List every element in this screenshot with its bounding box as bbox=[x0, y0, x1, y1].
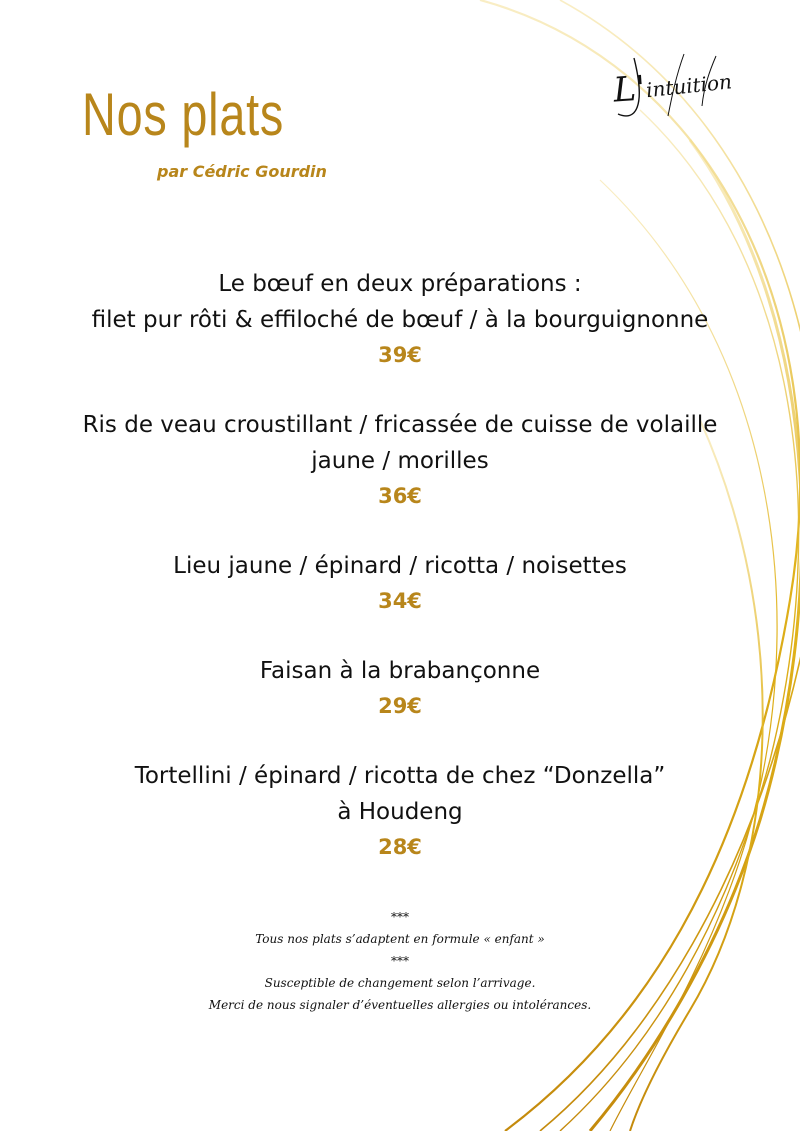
dish-list bbox=[0, 266, 800, 899]
menu-notes bbox=[0, 906, 800, 1016]
chef-credit: par Cédric Gourdin bbox=[157, 162, 327, 181]
dish-price: 29€ bbox=[378, 694, 422, 718]
dish-name: Faisan à la brabançonne bbox=[259, 658, 541, 684]
dish-item bbox=[0, 653, 800, 723]
svg-text:intuition: intuition bbox=[644, 69, 733, 103]
page-title: Nos plats bbox=[82, 81, 285, 148]
dish-price: 36€ bbox=[378, 484, 422, 508]
dish-name: Ris de veau croustillant / fricassée de cuisse de volaille jaune / morilles bbox=[82, 412, 718, 474]
availability-note: Susceptible de changement selon l’arrivage. bbox=[264, 976, 536, 990]
dish-name: Lieu jaune / épinard / ricotta / noisettes bbox=[173, 553, 627, 579]
dish-item bbox=[0, 758, 800, 864]
dish-item bbox=[0, 407, 800, 513]
dish-item bbox=[0, 548, 800, 618]
restaurant-logo bbox=[606, 36, 766, 132]
dish-name: Tortellini / épinard / ricotta de chez “Donzella” à Houdeng bbox=[134, 763, 666, 825]
dish-price: 28€ bbox=[378, 835, 422, 859]
dish-name: Le bœuf en deux préparations : filet pur rôti & effiloché de bœuf / à la bourguignonne bbox=[91, 271, 709, 333]
allergy-note: Merci de nous signaler d’éventuelles allergies ou intolérances. bbox=[208, 998, 592, 1012]
svg-text:L': L' bbox=[612, 68, 647, 111]
separator: *** bbox=[391, 910, 409, 924]
dish-price: 39€ bbox=[378, 343, 422, 367]
dish-price: 34€ bbox=[378, 589, 422, 613]
child-menu-note: Tous nos plats s’adaptent en formule « enfant » bbox=[255, 932, 545, 946]
dish-item bbox=[0, 266, 800, 372]
separator: *** bbox=[391, 954, 409, 968]
